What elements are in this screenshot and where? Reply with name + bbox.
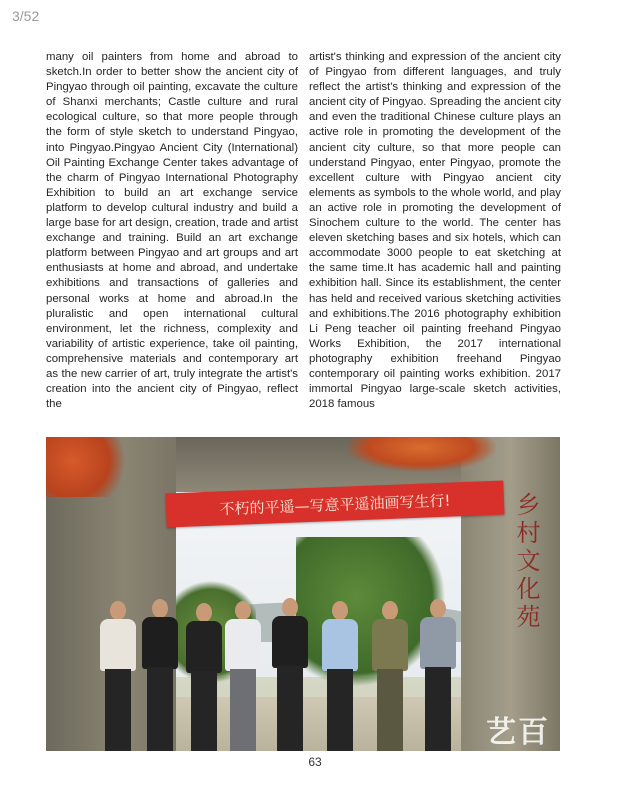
- person-4: [222, 601, 264, 751]
- person-7: [368, 601, 412, 751]
- person-8: [416, 599, 460, 751]
- person-6: [318, 601, 362, 751]
- person-3: [184, 603, 224, 751]
- person-2: [140, 599, 180, 751]
- red-banner: 不朽的平遥—写意平遥油画写生行!: [165, 481, 504, 528]
- red-foliage-top: [346, 437, 496, 472]
- article-left-column: many oil painters from home and abroad to sketch.In order to better show the ancient city of Pingyao through oil painting, excavate the culture of Shanxi merchants; Castle culture and rural ecological culture, so that more people through the form of style sketch to understand Pingyao, into Pingyao.Pingyao Ancient City (International) Oil Painting Exchange Center takes advantage of the charm of Pingyao International Photography Exhibition to build an art exchange service platform to develop cultural industry and build a large base for art design, creation, trade and artist exchange and training. Build an art exchange platform between Pingyao and art groups and art enthusiasts at home and abroad, and undertake exhibitions and transactions of galleries and personal works at home and abroad.In the pluralistic and open international cultural environment, let the richness, complexity and variability of artistic experience, take oil painting, comprehensive materials and contemporary art as the new carrier of art, truly integrate the artist's creation into the ancient city of Pingyao, reflect the: [46, 51, 298, 411]
- group-photo: [46, 437, 560, 751]
- stone-inscription: 乡村文化苑: [512, 492, 540, 632]
- person-5: [268, 598, 312, 751]
- person-1: [98, 601, 138, 751]
- page-number: 63: [308, 755, 322, 769]
- article-right-column: artist's thinking and expression of the ancient city of Pingyao from different languages, and truly reflect the artist's thinking and expression of the ancient city of Pingyao. Spreading the ancient city and even the traditional Chinese culture plays an active role in promoting the development of the ancient city culture, so that more people can understand Pingyao, enter Pingyao, promote the excellent culture with Pingyao ancient city elements as symbols to the whole world, and play an active role in promoting the development of Sinochem culture to the world. The center has eleven sketching bases and six hotels, which can accommodate 3000 people to eat sketching at the same time.It has academic hall and painting exhibition hall. Since its establishment, the center has held and received various sketching activities and exhibitions.The 2016 photography exhibition Li Peng teacher oil painting freehand Pingyao Works Exhibition, the 2017 international photography exhibition freehand Pingyao contemporary oil painting works exhibition. 2017 immortal Pingyao large-scale sketch activities, 2018 famous: [309, 51, 561, 411]
- page-counter: 3/52: [12, 8, 40, 24]
- watermark-logo: 艺百: [486, 715, 550, 750]
- red-foliage: [46, 437, 136, 497]
